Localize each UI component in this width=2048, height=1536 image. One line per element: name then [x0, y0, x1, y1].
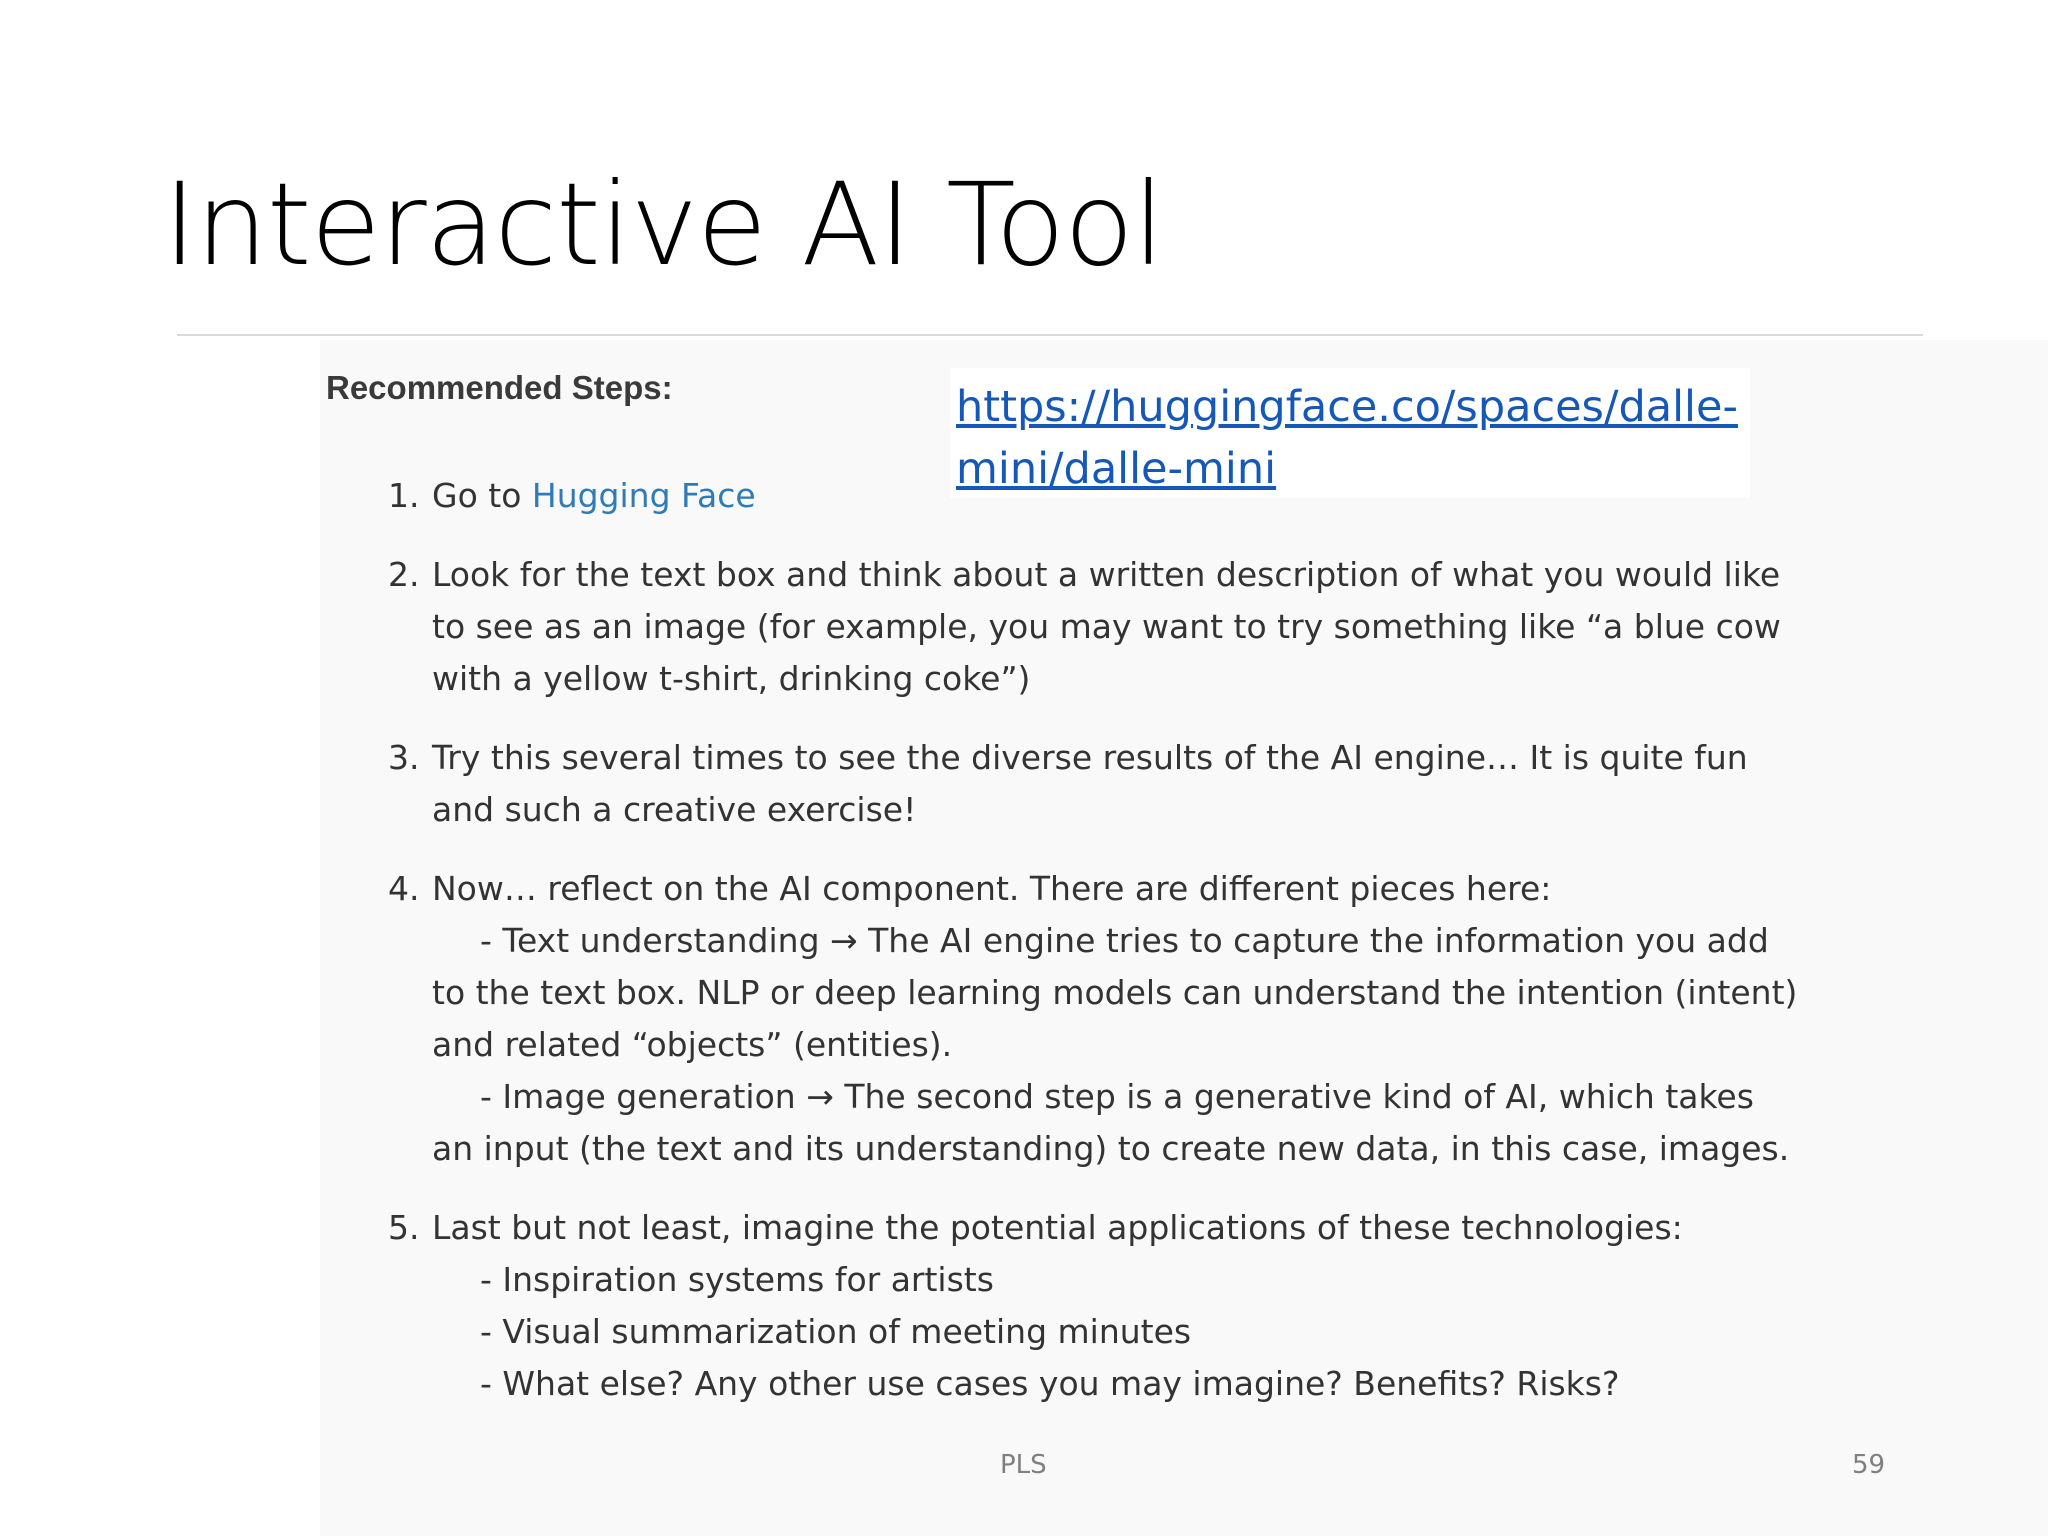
step-item: [388, 732, 1808, 836]
sub-point-line: - Text understanding → The AI engine tries to capture the information you add: [480, 921, 1769, 960]
steps-heading: Recommended Steps:: [326, 369, 673, 406]
application-bullet: - What else? Any other use cases you may imagine? Benefits? Risks?: [480, 1364, 1620, 1403]
step-text-line: and related “objects” (entities).: [432, 1025, 953, 1064]
step-item: [388, 863, 1808, 1175]
step-text-line: with a yellow t-shirt, drinking coke”): [432, 659, 1031, 698]
step-number: 3.: [388, 738, 420, 777]
footer-label: PLS: [1000, 1450, 1047, 1480]
application-bullet: - Inspiration systems for artists: [480, 1260, 994, 1299]
step-number: 4.: [388, 869, 420, 908]
hugging-face-link[interactable]: Hugging Face: [531, 476, 756, 515]
step-text-line: and such a creative exercise!: [432, 790, 917, 829]
step-text: [432, 470, 1808, 522]
sub-point-line: - Image generation → The second step is a generative kind of AI, which takes: [480, 1077, 1754, 1116]
step-number: 5.: [388, 1208, 420, 1247]
step-text-line: Now… reflect on the AI component. There are different pieces here:: [432, 869, 1552, 908]
step-prefix: Go to: [432, 476, 532, 515]
step-number: 2.: [388, 555, 420, 594]
slide-title: Interactive AI Tool: [163, 158, 1164, 291]
step-text-line: an input (the text and its understanding) to create new data, in this case, images.: [432, 1129, 1790, 1168]
title-divider: [177, 334, 1923, 336]
step-item: [388, 470, 1808, 522]
recommended-steps-list: [388, 470, 1808, 1437]
step-text-line: Look for the text box and think about a written description of what you would like: [432, 555, 1781, 594]
step-item: [388, 1202, 1808, 1410]
step-text-line: to the text box. NLP or deep learning models can understand the intention (intent): [432, 973, 1798, 1012]
step-item: [388, 549, 1808, 705]
step-number: 1.: [388, 476, 420, 515]
page-number: 59: [1852, 1450, 1886, 1480]
step-text-line: Try this several times to see the diverse results of the AI engine… It is quite fun: [432, 738, 1748, 777]
application-bullet: - Visual summarization of meeting minutes: [480, 1312, 1192, 1351]
dalle-mini-link[interactable]: https://huggingface.co/spaces/dalle-mini/dalle-mini: [956, 382, 1738, 494]
step-text-line: Last but not least, imagine the potential applications of these technologies:: [432, 1208, 1683, 1247]
step-text-line: to see as an image (for example, you may want to try something like “a blue cow: [432, 607, 1781, 646]
